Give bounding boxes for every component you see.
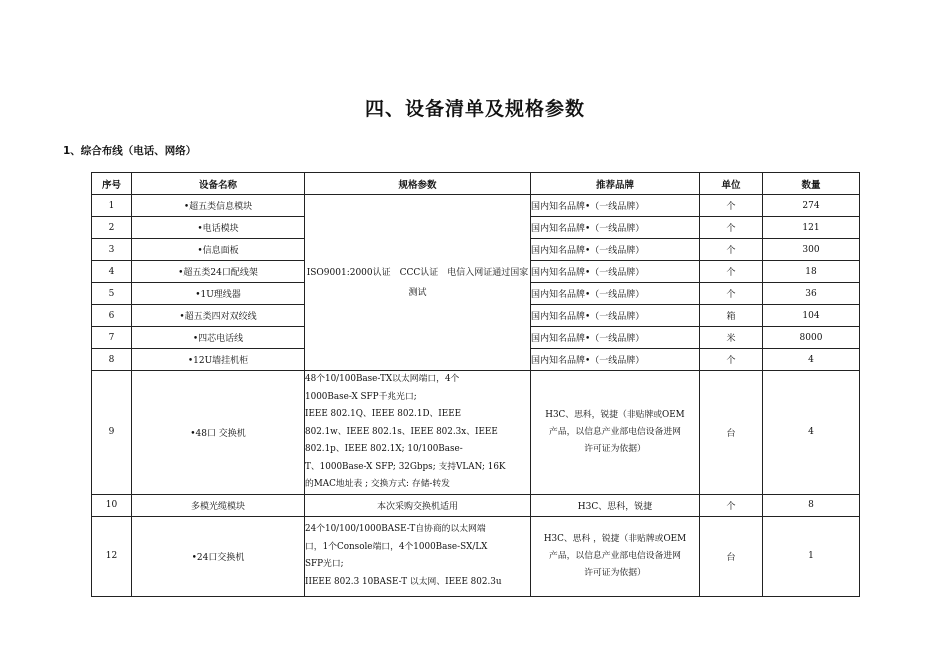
brand-line: 产品，以信息产业部电信设备进网 (549, 550, 681, 561)
cell-qty: 18 (763, 261, 860, 283)
spec-line: IEEE 802.1Q、IEEE 802.1D、IEEE (305, 409, 462, 419)
cell-qty: 8000 (763, 327, 860, 349)
cell-qty: 274 (763, 195, 860, 217)
cell-brand: H3C、思科，锐捷 (531, 494, 700, 516)
cell-name: •超五类24口配线架 (132, 261, 305, 283)
cell-name: •四芯电话线 (132, 327, 305, 349)
cell-unit: 个 (700, 261, 763, 283)
brand-line: 许可证为依据） (584, 443, 646, 454)
header-name: 设备名称 (132, 173, 305, 195)
spec-line: 802.1p、IEEE 802.1X; 10/100Base- (305, 444, 463, 454)
cell-unit: 台 (700, 516, 763, 596)
cell-name: •超五类信息模块 (132, 195, 305, 217)
cell-name: •1U理线器 (132, 283, 305, 305)
cell-qty: 300 (763, 239, 860, 261)
spec-line: 802.1w、IEEE 802.1s、IEEE 802.3x、IEEE (305, 426, 498, 437)
brand-line: H3C、思科，锐捷（非贴牌或OEM (545, 409, 685, 420)
cell-no: 6 (92, 305, 132, 327)
cell-shared-spec: ISO9001:2000认证 CCC认证 电信入网证通过国家测试 (305, 195, 531, 371)
cell-spec (305, 371, 531, 495)
cell-qty: 1 (763, 516, 860, 596)
cell-brand: 国内知名品牌•（一线品牌） (531, 327, 700, 349)
cell-no: 9 (92, 371, 132, 495)
cell-unit: 箱 (700, 305, 763, 327)
cell-name: •48口 交换机 (132, 371, 305, 495)
table-row (92, 195, 860, 217)
brand-line: H3C、思科 ，锐捷（非贴牌或OEM (543, 533, 687, 544)
table-row (92, 371, 860, 495)
page-title: 四、设备清单及规格参数 (364, 98, 585, 120)
spec-line: 24个10/100/1000BASE-T自协商的以太网端 (305, 524, 486, 534)
cell-brand: 国内知名品牌•（一线品牌） (531, 349, 700, 371)
spec-line: T、1000Base-X SFP; 32Gbps; 支持VLAN; 16K (305, 461, 506, 472)
cell-unit: 米 (700, 327, 763, 349)
header-brand: 推荐品牌 (531, 173, 700, 195)
cell-brand (531, 516, 700, 596)
cell-qty: 121 (763, 217, 860, 239)
cell-no: 3 (92, 239, 132, 261)
spec-line: 的MAC地址表 ; 交换方式: 存储-转发 (305, 479, 450, 489)
cell-qty: 8 (763, 494, 860, 516)
cell-unit: 个 (700, 494, 763, 516)
cell-unit: 个 (700, 217, 763, 239)
cell-unit: 个 (700, 195, 763, 217)
cell-unit: 个 (700, 239, 763, 261)
header-spec: 规格参数 (305, 173, 531, 195)
cell-no: 5 (92, 283, 132, 305)
brand-line: 产品，以信息产业部电信设备进网 (549, 426, 681, 437)
cell-unit: 台 (700, 371, 763, 495)
brand-line: 许可证为依据） (584, 567, 646, 578)
cell-name: •电话模块 (132, 217, 305, 239)
cell-brand: 国内知名品牌•（一线品牌） (531, 195, 700, 217)
cell-unit: 个 (700, 349, 763, 371)
cell-name: •信息面板 (132, 239, 305, 261)
cell-no: 8 (92, 349, 132, 371)
cell-no: 12 (92, 516, 132, 596)
cell-qty: 36 (763, 283, 860, 305)
cell-qty: 104 (763, 305, 860, 327)
cell-name: •超五类四对双绞线 (132, 305, 305, 327)
cell-spec (305, 516, 531, 596)
table-row (92, 494, 860, 516)
cell-name: •12U墙挂机柜 (132, 349, 305, 371)
cell-brand: 国内知名品牌•（一线品牌） (531, 283, 700, 305)
cell-unit: 个 (700, 283, 763, 305)
section-title: 1、综合布线（电话、网络） (63, 145, 197, 157)
cell-qty: 4 (763, 371, 860, 495)
cell-brand: 国内知名品牌•（一线品牌） (531, 261, 700, 283)
cell-no: 10 (92, 494, 132, 516)
spec-line: SFP光口; (305, 559, 344, 569)
header-unit: 单位 (700, 173, 763, 195)
table-header-row (92, 173, 860, 195)
cell-no: 1 (92, 195, 132, 217)
equipment-spec-table (91, 172, 860, 597)
cell-no: 2 (92, 217, 132, 239)
cell-brand: 国内知名品牌•（一线品牌） (531, 305, 700, 327)
header-qty: 数量 (763, 173, 860, 195)
cell-name: 多模光缆模块 (132, 494, 305, 516)
spec-line: IIEEE 802.3 10BASE-T 以太网、IEEE 802.3u (305, 576, 502, 587)
header-no: 序号 (92, 173, 132, 195)
spec-line: 48个10/100Base-TX以太网端口，4个 (305, 374, 460, 384)
cell-brand: 国内知名品牌•（一线品牌） (531, 239, 700, 261)
cell-no: 7 (92, 327, 132, 349)
cell-qty: 4 (763, 349, 860, 371)
spec-line: 1000Base-X SFP千兆光口; (305, 391, 417, 402)
spec-line: 口，1个Console端口，4个1000Base-SX/LX (305, 541, 488, 552)
cell-name: •24口交换机 (132, 516, 305, 596)
cell-brand (531, 371, 700, 495)
table-row (92, 516, 860, 596)
cell-brand: 国内知名品牌•（一线品牌） (531, 217, 700, 239)
cell-no: 4 (92, 261, 132, 283)
cell-spec: 本次采购交换机适用 (305, 494, 531, 516)
